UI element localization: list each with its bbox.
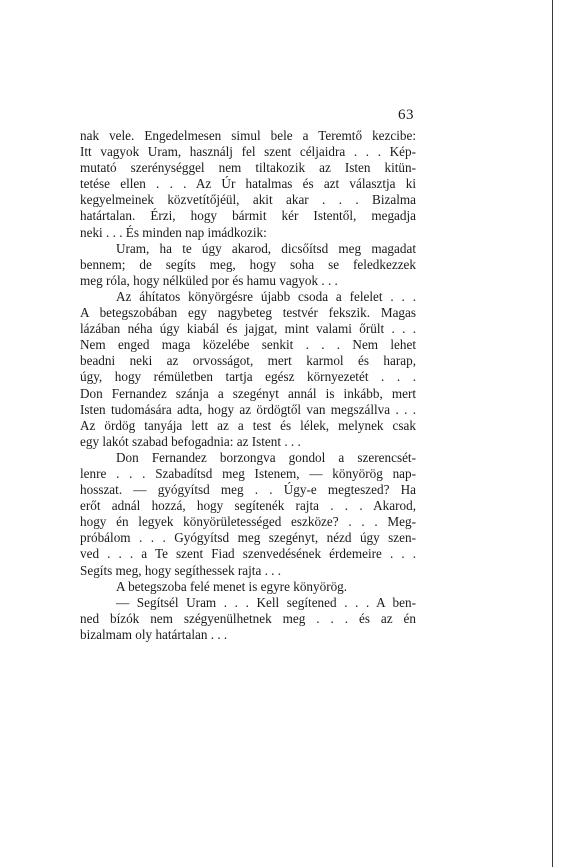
text-line: próbálom . . . Gyógyítsd meg szegényt, nézd úgy szen- (80, 530, 416, 546)
text-line: lenre . . . Szabadítsd meg Istenem, — könyörög nap- (80, 465, 416, 481)
text-line: hogy én legyek könyörületességed eszköze? . . . Meg- (80, 514, 416, 530)
text-line: bizalmam oly határtalan . . . (80, 626, 228, 642)
text-line: Nem enged maga közelébe senkit . . . Nem lehet (80, 337, 416, 353)
text-line: meg róla, hogy nélküled por és hamu vagyok . . . (80, 272, 338, 288)
text-line: Segíts meg, hogy segíthessek rajta . . . (80, 562, 282, 578)
text-line: kegyelmeinek közvetítőjéül, akit akar . . . Bizalma (80, 192, 416, 208)
text-line: úgy, hogy rémületben tartja egész környezetét . . . (80, 369, 416, 385)
text-line: neki . . . És minden nap imádkozik: (80, 224, 267, 240)
text-line: Itt vagyok Uram, használj fel szent céljaidra . . . Kép- (80, 144, 416, 160)
text-line: nak vele. Engedelmesen simul bele a Teremtő kezcibe: (80, 128, 416, 143)
text-line: Az ördög tanyája lett az a test és lélek, melynek csak (80, 417, 416, 433)
text-line: lázában néha úgy kiabál és jajgat, mint valami őrült . . . (80, 321, 416, 337)
text-line: A betegszobában egy nagybeteg testvér fekszik. Magas (80, 305, 416, 321)
text-line: tetése ellen . . . Az Úr hatalmas és azt választja ki (80, 176, 416, 192)
page-edge-line (552, 0, 553, 867)
page-number: 63 (398, 107, 414, 123)
text-line: Isten tudomására adta, hogy az ördögtől van megszállva . . . (80, 401, 416, 417)
text-line: egy lakót szabad befogadnia: az Istent . . . (80, 433, 301, 449)
text-line: A betegszoba felé menet is egyre könyörög. (116, 578, 348, 594)
text-line: bennem; de segíts meg, hogy soha se feledkezzek (80, 256, 416, 272)
text-line: Don Fernandez szánja a szegényt annál is inkább, mert (80, 385, 416, 401)
text-line: mutató szerénységgel nem tiltakozik az Isten kitün- (80, 160, 416, 176)
text-line: ved . . . a Te szent Fiad szenvedésének érdemeire . . . (80, 546, 416, 562)
text-line: ned bízók nem szégyenülhetnek meg . . . és az én (80, 610, 416, 626)
body-text (80, 128, 416, 643)
text-line: — Segítsél Uram . . . Kell segítened . . . A ben- (116, 594, 416, 610)
text-line: határtalan. Érzi, hogy bármit kér Istentől, megadja (80, 208, 416, 224)
text-line: Don Fernandez borzongva gondol a szerencsét- (116, 449, 416, 465)
text-line: hosszat. — gyógyítsd meg . . Úgy-e megteszed? Ha (80, 482, 416, 498)
text-line: Az áhítatos könyörgésre újabb csoda a felelet . . . (116, 288, 416, 304)
text-line: Uram, ha te úgy akarod, dicsőítsd meg magadat (116, 240, 416, 256)
text-line: beadni neki az orvosságot, mert karmol és harap, (80, 353, 416, 369)
text-line: erőt adnál hozzá, hogy segítenék rajta . . . Akarod, (80, 498, 416, 514)
